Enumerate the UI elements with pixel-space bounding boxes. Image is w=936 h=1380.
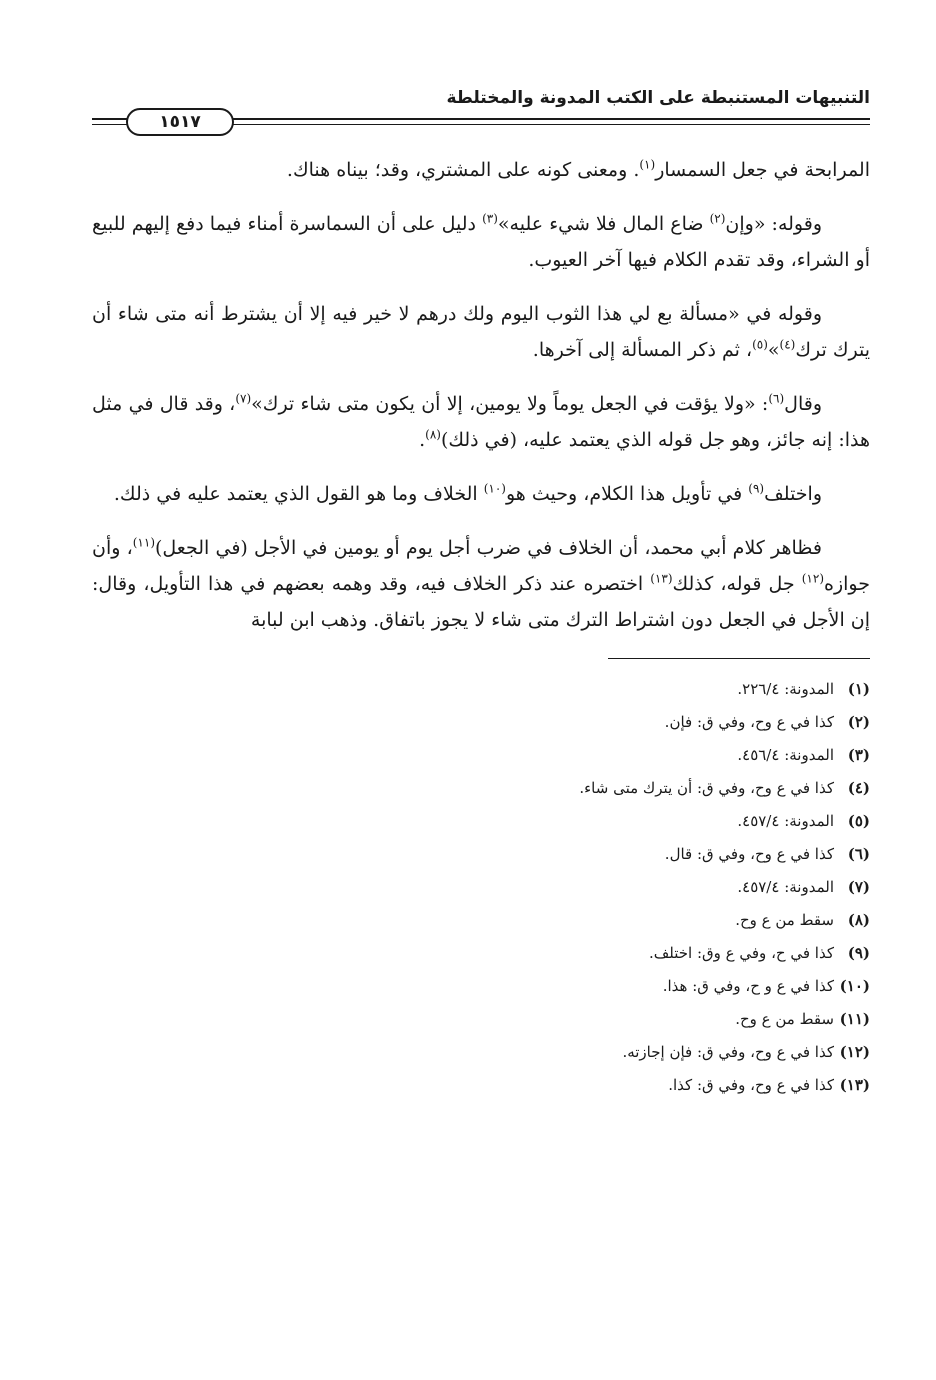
footnote-number: (١) (847, 680, 870, 698)
footnote-text: كذا في ع وح، وفي ق: فإن إجازته. (622, 1043, 834, 1061)
text-run: ، وقد قال في مثل هذا: إنه جائز، وهو جل قوله الذي يعتمد عليه، (في ذلك) (92, 393, 870, 451)
footnote-text: كذا في ع و ح، وفي ق: هذا. (662, 977, 834, 995)
footnote-item (92, 1036, 870, 1069)
footnote-reference: (٥) (752, 337, 768, 352)
text-run: الخلاف وما هو القول الذي يعتمد عليه في ذلك. (113, 483, 484, 505)
footnote-text: المدونة: ٤٥٧/٤. (737, 878, 834, 896)
text-run: وقوله في «مسألة بع لي هذا الثوب اليوم ولك درهم لا خير فيه إلا أن يشترط أنه متى شاء أن يترك ترك (92, 303, 870, 361)
book-page (92, 78, 870, 1102)
footnote-item (92, 673, 870, 706)
text-run: ، ثم ذكر المسألة إلى آخرها. (532, 339, 753, 361)
footnote-number: (١١) (839, 1010, 870, 1028)
paragraph (92, 386, 870, 458)
text-run: وقوله: «وإن (725, 213, 822, 235)
footnote-text: سقط من ع وح. (735, 1010, 834, 1028)
footnote-number: (١٣) (839, 1076, 870, 1094)
footnote-text: كذا في ع وح، وفي ق: قال. (664, 845, 834, 863)
footnote-reference: (٦) (768, 391, 785, 406)
footnotes-list (92, 673, 870, 1102)
text-run: في تأويل هذا الكلام، وحيث هو (505, 483, 749, 505)
footnote-text: سقط من ع وح. (735, 911, 834, 929)
footnote-item (92, 772, 870, 805)
footnote-number: (٦) (847, 845, 870, 863)
footnote-item (92, 1003, 870, 1036)
text-run: فظاهر كلام أبي محمد، أن الخلاف في ضرب أجل يوم أو يومين في الأجل (في الجعل) (155, 537, 822, 559)
paragraph (92, 296, 870, 368)
footnote-reference: (١١) (132, 535, 155, 550)
footnote-number: (١٠) (839, 977, 870, 995)
footnote-number: (٣) (847, 746, 870, 764)
footnote-item (92, 739, 870, 772)
text-run: » (767, 339, 780, 361)
running-header (92, 78, 870, 134)
footnote-reference: (١٠) (483, 481, 506, 496)
paragraph (92, 530, 870, 638)
footnote-number: (٩) (847, 944, 870, 962)
footnote-number: (٨) (847, 911, 870, 929)
footnote-text: كذا في ح، وفي ع وق: اختلف. (648, 944, 834, 962)
footnote-reference: (٤) (779, 337, 796, 352)
footnote-reference: (٩) (748, 481, 765, 496)
text-run: دليل على أن السماسرة أمناء فيما دفع إليهم للبيع أو الشراء، وقد تقدم الكلام فيها آخر العيوب. (92, 213, 870, 271)
footnote-text: المدونة: ٤٥٦/٤. (737, 746, 834, 764)
text-run: ضاع المال فلا شيء عليه» (497, 213, 710, 235)
footnote-reference: (٧) (235, 391, 252, 406)
text-run: واختلف (764, 483, 822, 505)
footnote-reference: (١٢) (801, 571, 824, 586)
footnote-text: المدونة: ٢٢٦/٤. (737, 680, 834, 698)
paragraph (92, 476, 870, 512)
footnote-item (92, 838, 870, 871)
footnote-text: كذا في ع وح، وفي ق: أن يترك متى شاء. (579, 779, 834, 797)
footnote-text: كذا في ع وح، وفي ق: فإن. (664, 713, 834, 731)
footnote-reference: (٢) (709, 211, 726, 226)
footnote-reference: (٨) (425, 427, 441, 442)
footnote-text: المدونة: ٤٥٧/٤. (737, 812, 834, 830)
text-run: . (419, 429, 426, 451)
main-text (92, 152, 870, 638)
paragraph (92, 152, 870, 188)
footnote-number: (٥) (847, 812, 870, 830)
footnote-item (92, 1069, 870, 1102)
text-run: وقال (784, 393, 823, 415)
footnote-reference: (٣) (482, 211, 498, 226)
text-run: اختصره عند ذكر الخلاف فيه، وقد وهمه بعضهم في هذا التأويل، وقال: إن الأجل في الجعل دون اشتراط الترك متى شاء لا يجوز باتفاق. وذهب ابن لبابة (92, 573, 870, 631)
footnote-text: كذا في ع وح، وفي ق: كذا. (668, 1076, 834, 1094)
footnote-number: (٧) (847, 878, 870, 896)
text-run: المرابحة في جعل السمسار (655, 159, 870, 181)
footnote-item (92, 805, 870, 838)
footnote-item (92, 871, 870, 904)
footnote-item (92, 937, 870, 970)
page-number: ١٥١٧ (126, 108, 234, 136)
footnote-number: (١٢) (839, 1043, 870, 1061)
text-run: . ومعنى كونه على المشتري، وقد؛ بيناه هناك. (286, 159, 640, 181)
footnote-reference: (١) (639, 157, 656, 172)
text-run: ، وأن جوازه (92, 537, 870, 595)
text-run: جل قوله، كذلك (672, 573, 802, 595)
footnote-number: (٢) (847, 713, 870, 731)
footnote-item (92, 904, 870, 937)
header-title: التنبيهات المستنبطة على الكتب المدونة والمختلطة (446, 88, 870, 108)
text-run: : «ولا يؤقت في الجعل يوماً ولا يومين، إلا أن يكون متى شاء ترك» (251, 393, 769, 415)
footnote-separator (608, 658, 870, 659)
footnote-reference: (١٣) (650, 571, 673, 586)
footnote-item (92, 970, 870, 1003)
paragraph (92, 206, 870, 278)
footnote-item (92, 706, 870, 739)
footnote-number: (٤) (847, 779, 870, 797)
